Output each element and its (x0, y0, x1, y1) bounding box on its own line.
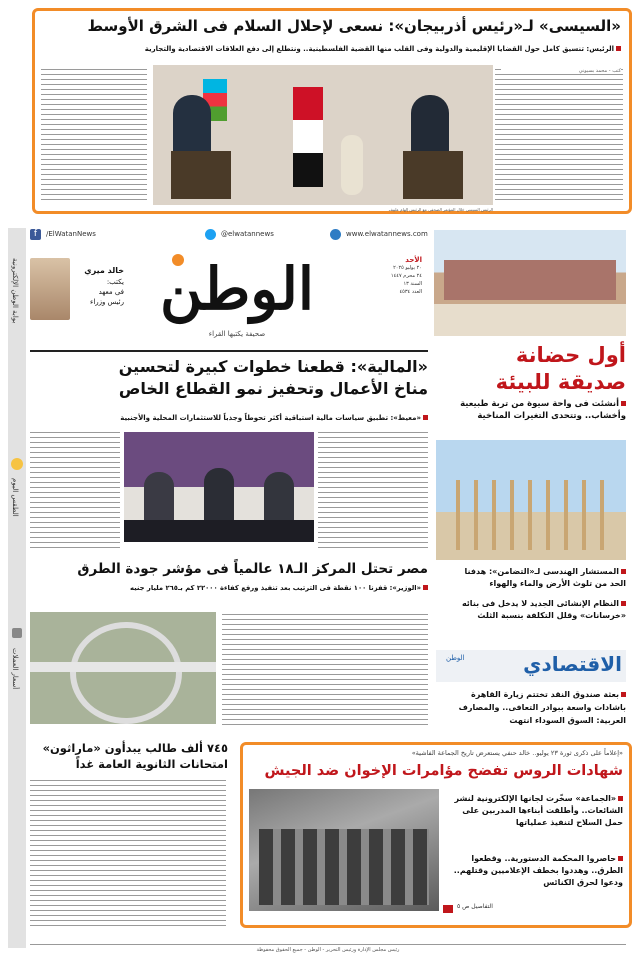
columnist-line-1: يكتب: (106, 278, 124, 286)
eqtisadi-bullet-1 (440, 688, 626, 727)
finance-subhead (38, 414, 428, 422)
website-icon (330, 229, 341, 240)
russian-photo (249, 789, 439, 911)
top-story-text-left (41, 67, 147, 203)
egypt-flag (293, 87, 323, 187)
russian-inside-marker (443, 905, 453, 913)
russian-kicker: «إعلاماً على ذكرى ثورة ٢٣ يوليو.. خالد حنفي يستعرض تاريخ الجماعة الفاشية» (411, 749, 623, 757)
facebook-icon: f (30, 229, 41, 240)
side-banner-currency: أسعار العملات (11, 648, 19, 690)
finance-divider (30, 350, 428, 352)
masthead-tagline: صحيفة يكتبها القراء (208, 330, 266, 338)
top-story-text-right (495, 67, 623, 203)
top-story-photo (153, 65, 493, 205)
nursery-bullet-1 (446, 566, 626, 590)
nursery-intro (446, 398, 626, 422)
roads-interchange-1 (70, 622, 182, 724)
nursery-frame-structure (456, 480, 606, 550)
eqtisadi-brand-prefix: الوطن (446, 654, 465, 662)
roads-subhead-text: «الوزير»: قفزنا ١٠٠ نقطة فى الترتيب بعد تنفيذ ورفع كفاءة ٢٢٠٠٠ كم بـ٢٦٥ مليار جنيه (129, 584, 421, 592)
marathon-headline-1: ٧٤٥ ألف طالب يبدأون «ماراثون» (42, 741, 228, 755)
nursery-bullet-2 (446, 598, 626, 622)
marathon-text (30, 778, 226, 928)
russian-bullet-2-text: حاصروا المحكمة الدستورية.. وقطعوا الطرق.. وهددوا بخطف الإعلاميين وقتلهم.. ودعوا لحرق الكنائس (453, 854, 623, 887)
columnist-line-2: فى معهد (98, 288, 124, 296)
columnist-name: خالد ميري (84, 266, 124, 275)
russian-bullet-1 (447, 793, 623, 829)
flower-vase (341, 135, 363, 195)
roads-photo (30, 612, 216, 724)
finance-panel-table (124, 520, 314, 542)
nursery-bullet-2-text: النظام الإنشائى الجديد لا يدخل فى بنائه «خرسانات» وقلل التكلفة بنسبة الثلث (461, 599, 626, 620)
columnist-avatar (30, 258, 70, 320)
date-year: السنة ١٣ (403, 281, 422, 287)
nursery-headline (446, 342, 626, 396)
finance-photo (124, 432, 314, 542)
left-podium (171, 151, 231, 199)
footer-text: رئيس مجلس الإدارة ورئيس التحرير - الوطن - جميع الحقوق محفوظة (256, 947, 400, 953)
finance-text-right (318, 430, 428, 548)
nursery-intro-text: أنشئت فى واحة سيوة من تربة طبيعية وأخشاب.. وتتحدى التغيرات المناخية (460, 399, 626, 421)
russian-inside-link[interactable]: التفاصيل ص ٥ (457, 903, 493, 910)
side-banner-label: بوابة الوطن الإلكترونية (11, 258, 19, 324)
russian-crowd (259, 829, 429, 905)
roads-headline: مصر تحتل المركز الـ١٨ عالمياً فى مؤشر جودة الطرق (77, 561, 428, 577)
columnist-box (30, 254, 130, 324)
marathon-headline-2: امتحانات الثانوية العامة غداً (75, 757, 228, 771)
top-story-subhead-text: الرئيس: تنسيق كامل حول القضايا الإقليمية والدولية وفى القلب منها القضية الفلسطينية.. ونتطلع إلى دفع العلاقات الاقتصادية والتجارية (144, 45, 614, 53)
website-url[interactable]: www.elwatannews.com (346, 230, 428, 238)
eqtisadi-bullet-1-text: بعثة صندوق النقد تختتم زيارة القاهرة باشادات واسعة ببوادر التعافى.. والمصارف العربية: السوق السوداء انتهت (458, 690, 626, 725)
nursery-photo-2 (436, 440, 626, 560)
twitter-handle[interactable]: @elwatannews (221, 230, 274, 238)
roads-interchange-2 (30, 662, 216, 672)
date-gregorian: ٢٠ يوليو ٢٠٢٥ (393, 265, 422, 271)
top-story-photo-caption: الرئيس السيسى خلال المؤتمر الصحفى مع الرئيس إلهام علييف (388, 207, 493, 212)
roads-subhead (32, 584, 428, 592)
roads-text (222, 612, 428, 728)
top-story-box (32, 8, 632, 214)
social-strip (30, 228, 430, 242)
finance-subhead-text: «معيط»: تطبيق سياسات مالية استباقية أكثر تحوطاً وجذباً للاستثمارات المحلية والأجنبية (120, 414, 421, 422)
date-issue: العدد ٤٥٣٤ (399, 289, 422, 295)
date-hijri: ٢٤ محرم ١٤٤٧ (390, 273, 422, 279)
finance-text-left (30, 430, 120, 548)
eqtisadi-brand-name: الاقتصادي (523, 652, 622, 676)
finance-headline-1: «المالية»: قطعنا خطوات كبيرة لتحسين (118, 357, 428, 376)
nursery-building (444, 260, 616, 300)
masthead (132, 244, 332, 348)
columnist-line-3: رئيس وزراء (90, 298, 124, 306)
facebook-handle[interactable]: /ElWatanNews (46, 230, 96, 238)
side-banner (8, 228, 26, 948)
masthead-logo: الوطن (159, 255, 315, 323)
weather-icon (11, 458, 23, 470)
top-story-byline: كتب - محمد بسيوني (501, 68, 621, 74)
masthead-date-block (336, 256, 422, 296)
nursery-photo-1 (434, 230, 626, 336)
russian-box (240, 742, 632, 928)
right-podium (403, 151, 463, 199)
top-story-subhead (41, 45, 621, 53)
top-story-headline: «السيسى» لـ«رئيس أذربيجان»: نسعى لإحلال السلام فى الشرق الأوسط (87, 17, 621, 35)
side-banner-weather: الطقس اليوم (11, 478, 19, 517)
footer-rule (30, 944, 626, 945)
russian-bullet-2 (447, 853, 623, 889)
nursery-bullet-1-text: المستشار الهندسى لـ«التضامن»: هدفنا الحد من تلوث الأرض والماء والهواء (464, 567, 626, 588)
eqtisadi-brand (436, 650, 626, 682)
currency-icon (12, 628, 22, 638)
finance-headline-2: مناخ الأعمال وتحفيز نمو القطاع الخاص (118, 379, 428, 398)
twitter-icon (205, 229, 216, 240)
russian-bullet-1-text: «الجماعة» سخّرت لجانها الإلكترونية لنشر الشائعات.. وأطلقت أبناءها المدربين على حمل السلاح لتنفيذ عملياتها (454, 794, 623, 827)
russian-headline: شهادات الروس تفضح مؤامرات الإخوان ضد الجيش (264, 763, 623, 779)
date-day: الأحد (405, 256, 422, 264)
nursery-headline-text: أول حضانة صديقة للبيئة (495, 343, 626, 394)
